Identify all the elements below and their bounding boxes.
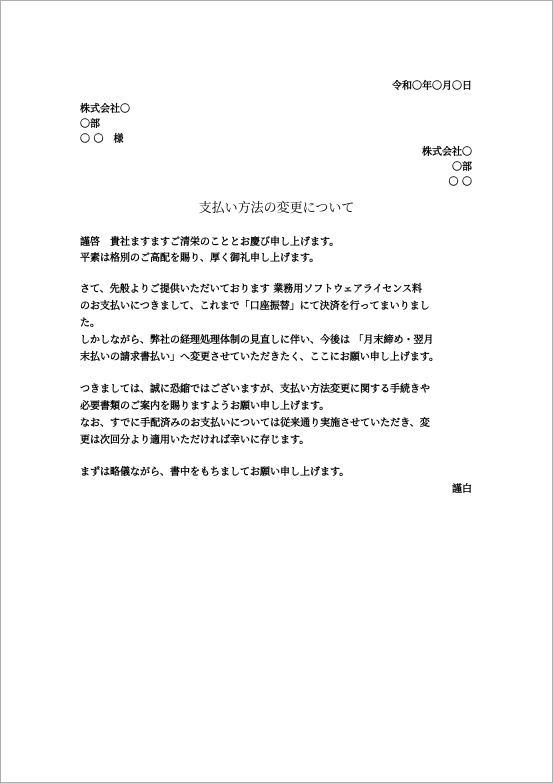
body-line: 末払いの請求書払い」へ変更させていただきたく、ここにお願い申し上げます。 — [80, 352, 439, 363]
letter-title: 支払い方法の変更について — [198, 201, 355, 216]
body-line: なお、すでに手配済みのお支払いについては従来通り実施させていただき、変 — [80, 418, 430, 429]
body-line: 謹啓 貴社ますますご清栄のこととお慶び申し上げます。 — [80, 237, 340, 248]
closing-word: 謹白 — [452, 484, 472, 495]
recipient-name: 〇 〇 様 — [80, 134, 124, 145]
body-line: 平素は格別のご高配を賜り、厚く御礼申し上げます。 — [80, 253, 320, 264]
body-line: さて、先般よりご提供いただいております 業務用ソフトウェアライセンス料 — [80, 284, 422, 295]
sender-company: 株式会社〇 — [422, 147, 472, 158]
letter-date: 令和〇年〇月〇日 — [392, 81, 472, 92]
body-line: まずは略儀ながら、書中をもちましてお願い申し上げます。 — [80, 467, 350, 478]
recipient-company: 株式会社〇 — [80, 104, 130, 115]
body-line: つきましては、誠に恐縮ではございますが、支払い方法変更に関する手続きや — [80, 384, 430, 395]
body-line: 必要書類のご案内を賜りますようお願い申し上げます。 — [80, 401, 330, 412]
recipient-department: 〇部 — [80, 119, 100, 130]
body-line: しかしながら、弊社の経理処理体制の見直しに伴い、今後は 「月末締め・翌月 — [80, 335, 434, 346]
body-line: のお支払いにつきまして、これまで「口座振替」にて決済を行ってまいりまし — [80, 301, 430, 312]
sender-name: 〇 〇 — [448, 177, 472, 188]
sender-department: 〇部 — [452, 162, 472, 173]
body-line: 更は次回分より適用いただければ幸いに存じます。 — [80, 435, 310, 446]
body-line: た。 — [80, 318, 100, 329]
